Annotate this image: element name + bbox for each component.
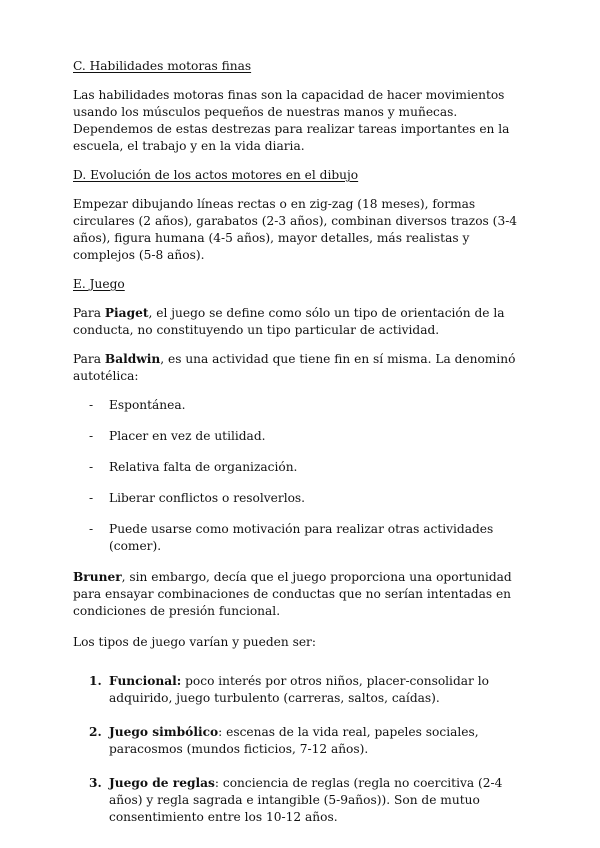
play-type-name: Funcional: [109,674,182,688]
section-c-paragraph: Las habilidades motoras finas son la capacidad de hacer movimientos usando los músculos pequeños de nuestras manos y muñecas. Dependemos de estas destrezas para realizar tareas importantes en la escuela, el trabajo y en la vida diaria. [73,88,510,153]
types-intro: Los tipos de juego varían y pueden ser: [73,635,316,649]
piaget-prefix: Para [73,306,105,320]
play-type-name: Juego simbólico [109,725,219,739]
list-item: - Placer en vez de utilidad. [73,428,533,445]
item-number: 1. [89,674,102,688]
baldwin-text: , es una actividad que tiene fin en sí misma. La denominó autotélica: [73,352,516,383]
item-number: 2. [89,725,102,739]
baldwin-prefix: Para [73,352,105,366]
list-item [73,775,533,826]
list-item: - Espontánea. [73,397,533,414]
play-type-text: : conciencia de reglas (regla no coercitiva (2-4 años) y regla sagrada e intangible (5-9años)). Son de mutuo consentimiento entre los 10-12 años. [109,776,503,824]
play-type-name: Juego de reglas [109,776,215,790]
baldwin-name: Baldwin [104,352,161,366]
item-number: 3. [89,776,102,790]
baldwin-traits-list [73,397,533,555]
piaget-text: , el juego se define como sólo un tipo de orientación de la conducta, no constituyendo un tipo particular de actividad. [73,306,505,337]
bruner-name: Bruner [73,570,122,584]
list-item: - Liberar conflictos o resolverlos. [73,490,533,507]
list-item [73,724,533,758]
play-types-list [73,673,533,826]
bruner-paragraph [73,569,533,620]
list-item: - Puede usarse como motivación para realizar otras actividades (comer). [73,521,533,555]
piaget-paragraph [73,305,533,339]
section-d-paragraph: Empezar dibujando líneas rectas o en zig-zag (18 meses), formas circulares (2 años), garabatos (2-3 años), combinan diversos trazos (3-4 años), figura humana (4-5 años), mayor detalles, más realistas y complejos (5-8 años). [73,197,518,262]
section-d-heading: D. Evolución de los actos motores en el dibujo [73,168,359,182]
play-type-text: poco interés por otros niños, placer-consolidar lo adquirido, juego turbulento (carreras, saltos, caídas). [109,674,489,705]
bruner-text: , sin embargo, decía que el juego proporciona una oportunidad para ensayar combinaciones de conductas que no serían intentadas en condiciones de presión funcional. [73,570,512,618]
section-e-heading: E. Juego [73,277,125,291]
list-item [73,673,533,707]
document-page [73,58,533,843]
piaget-name: Piaget [104,306,149,320]
baldwin-paragraph [73,351,533,385]
play-type-text: : escenas de la vida real, papeles sociales, paracosmos (mundos ficticios, 7-12 años). [109,725,479,756]
section-c-heading: C. Habilidades motoras finas [73,59,252,73]
list-item: - Relativa falta de organización. [73,459,533,476]
